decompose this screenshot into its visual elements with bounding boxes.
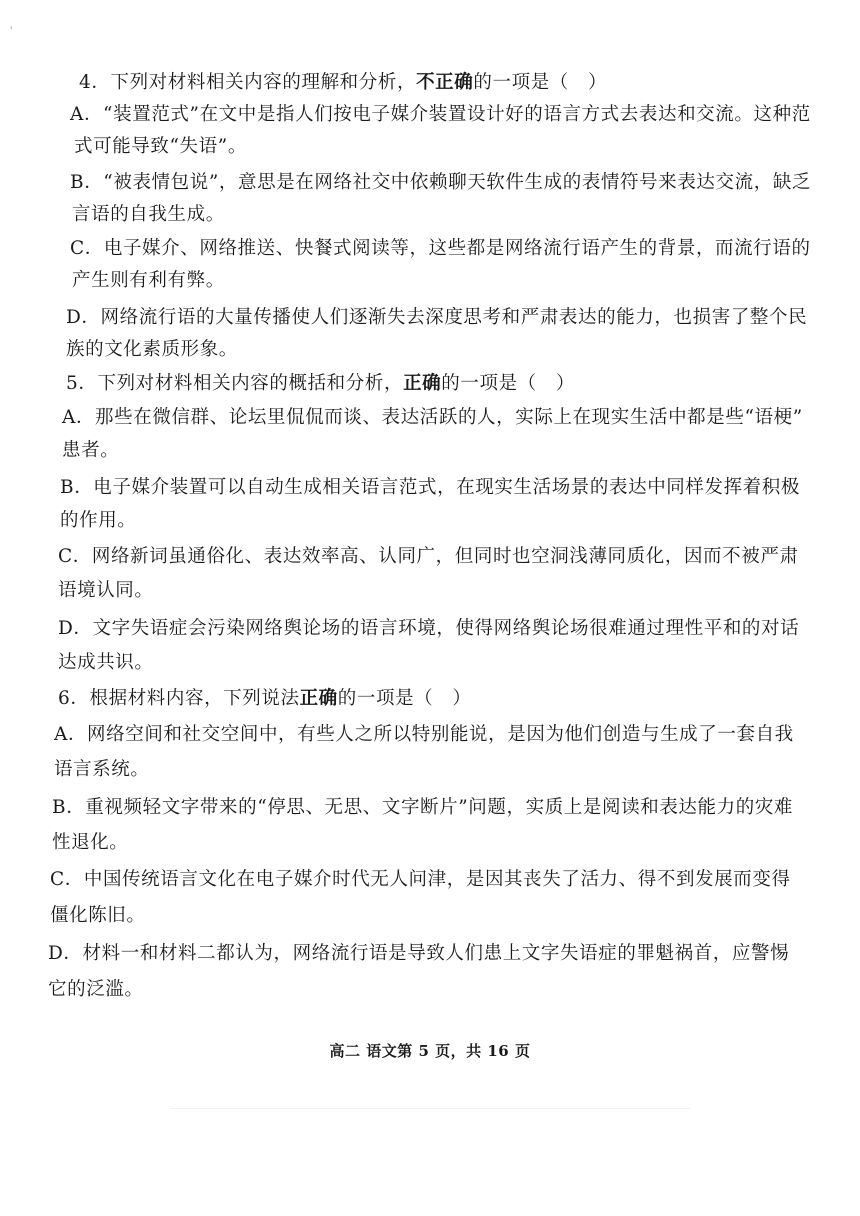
q5-stem-pre: 5．下列对材料相关内容的概括和分析，	[66, 373, 404, 394]
scan-mark: '	[10, 26, 13, 36]
q6-option-c-line2: 僵化陈旧。	[50, 905, 146, 926]
q4-option-b-line1: B．“被表情包说”，意思是在网络社交中依赖聊天软件生成的表情符号来表达交流，缺乏	[70, 172, 812, 193]
q4-option-c-line1: C．电子媒介、网络推送、快餐式阅读等，这些都是网络流行语产生的背景，而流行语的	[70, 238, 811, 259]
scan-shadow-line	[170, 1108, 690, 1109]
q6-option-d-line1: D．材料一和材料二都认为，网络流行语是导致人们患上文字失语症的罪魁祸首，应警惕	[48, 943, 790, 964]
q6-option-c-line1: C．中国传统语言文化在电子媒介时代无人问津，是因其丧失了活力、得不到发展而变得	[50, 869, 791, 890]
q5-option-a-line1: A．那些在微信群、论坛里侃侃而谈、表达活跃的人，实际上在现实生活中都是些“语梗”	[62, 407, 803, 428]
q5-option-b-line2: 的作用。	[60, 510, 137, 531]
q5-option-d-line2: 达成共识。	[58, 652, 154, 673]
q6-option-b-line2: 性退化。	[52, 832, 129, 853]
q5-stem	[66, 371, 575, 397]
q5-option-c-line1: C．网络新词虽通俗化、表达效率高、认同广，但同时也空洞浅薄同质化，因而不被严肃	[58, 546, 799, 567]
q4-stem-pre: 4．下列对材料相关内容的理解和分析，	[79, 72, 417, 93]
q4-stem-post: 的一项是（ ）	[473, 72, 608, 93]
q4-stem	[79, 70, 607, 96]
q6-option-d-line2: 它的泛滥。	[48, 979, 144, 1000]
q6-option-b-line1: B．重视频轻文字带来的“停思、无思、文字断片”问题，实质上是阅读和表达能力的灾难	[52, 797, 794, 818]
page-footer: 高二 语文第 5 页，共 16 页	[329, 1042, 531, 1060]
q4-option-b-line2: 言语的自我生成。	[72, 204, 225, 225]
q4-option-c-line2: 产生则有利有弊。	[72, 270, 225, 291]
q5-option-b-line1: B．电子媒介装置可以自动生成相关语言范式，在现实生活场景的表达中同样发挥着积极	[60, 477, 800, 498]
q6-stem-post: 的一项是（ ）	[337, 688, 472, 709]
q6-stem	[58, 686, 471, 712]
q4-option-a-line1: A．“装置范式”在文中是指人们按电子媒介装置设计好的语言方式去表达和交流。这种范	[70, 104, 811, 125]
q5-option-a-line2: 患者。	[62, 440, 120, 461]
q5-option-d-line1: D．文字失语症会污染网络舆论场的语言环境，使得网络舆论场很难通过理性平和的对话	[58, 618, 800, 639]
q6-stem-bold: 正确	[299, 688, 338, 709]
q4-option-a-line2: 式可能导致“失语”。	[74, 136, 247, 157]
q4-option-d-line1: D．网络流行语的大量传播使人们逐渐失去深度思考和严肃表达的能力，也损害了整个民	[66, 307, 808, 328]
q5-stem-post: 的一项是（ ）	[441, 373, 575, 394]
q6-stem-pre: 6．根据材料内容，下列说法	[58, 688, 300, 709]
q4-option-d-line2: 族的文化素质形象。	[66, 339, 238, 360]
q6-option-a-line1: A．网络空间和社交空间中，有些人之所以特别能说，是因为他们创造与生成了一套自我	[54, 724, 794, 745]
q5-option-c-line2: 语境认同。	[58, 580, 154, 601]
q5-stem-bold: 正确	[403, 373, 442, 394]
q4-stem-bold: 不正确	[416, 72, 474, 93]
q6-option-a-line2: 语言系统。	[54, 759, 150, 780]
